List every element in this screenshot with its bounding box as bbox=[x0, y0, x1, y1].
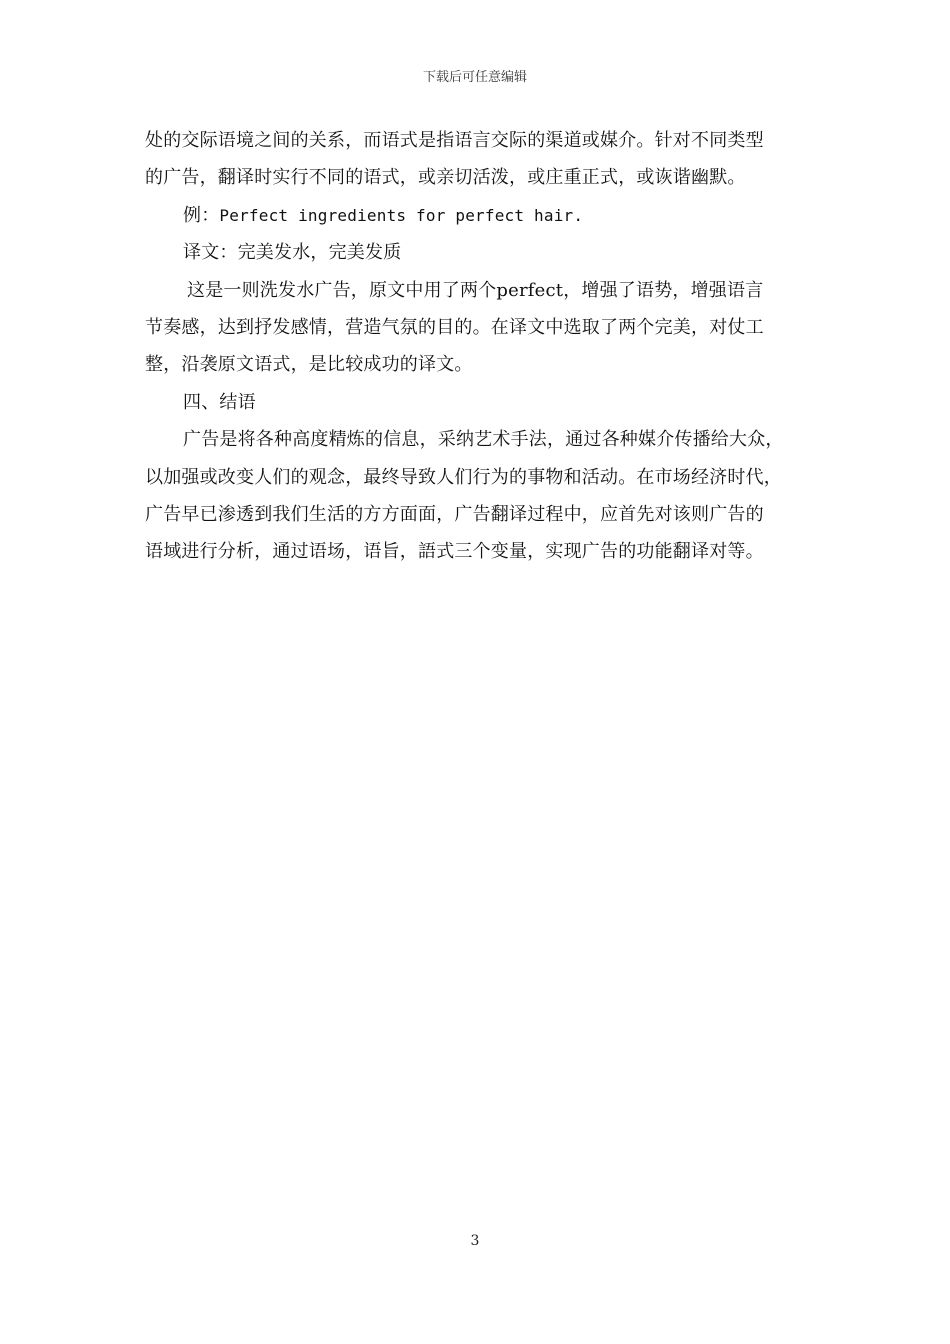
paragraph-line: 整，沿袭原文语式，是比较成功的译文。 bbox=[145, 354, 473, 376]
example-line bbox=[145, 197, 813, 234]
paragraph-line: 广告早已渗透到我们生活的方方面面，广告翻译过程中，应首先对该则广告的 bbox=[145, 504, 764, 526]
section-heading: 四、结语 bbox=[183, 391, 256, 413]
paragraph-line: 节奏感，达到抒发感情，营造气氛的目的。在译文中选取了两个完美，对仗工 bbox=[145, 317, 764, 339]
example-prefix: 例： bbox=[183, 204, 220, 226]
paragraph-line: 以加强或改变人们的观念，最终导致人们行为的事物和活动。在市场经济时代， bbox=[145, 466, 782, 488]
document-body bbox=[145, 122, 813, 571]
page-number: 3 bbox=[470, 1233, 480, 1249]
translation-line: 译文：完美发水，完美发质 bbox=[183, 242, 402, 264]
page-header: 下载后可任意编辑 bbox=[422, 70, 527, 85]
paragraph-line: 这是一则洗发水广告，原文中用了两个perfect，增强了语势，增强语言 bbox=[187, 279, 764, 301]
paragraph-line: 处的交际语境之间的关系，而语式是指语言交际的渠道或媒介。针对不同类型 bbox=[145, 130, 764, 151]
example-english: Perfect ingredients for perfect hair. bbox=[219, 205, 584, 225]
paragraph-line: 语域进行分析，通过语场，语旨，語式三个变量，实现广告的功能翻译对等。 bbox=[145, 541, 764, 563]
paragraph-line: 的广告，翻译时实行不同的语式，或亲切活泼，或庄重正式，或诙谐幽默。 bbox=[145, 167, 746, 189]
paragraph-line: 广告是将各种高度精炼的信息，采纳艺术手法，通过各种媒介传播给大众， bbox=[183, 429, 784, 451]
